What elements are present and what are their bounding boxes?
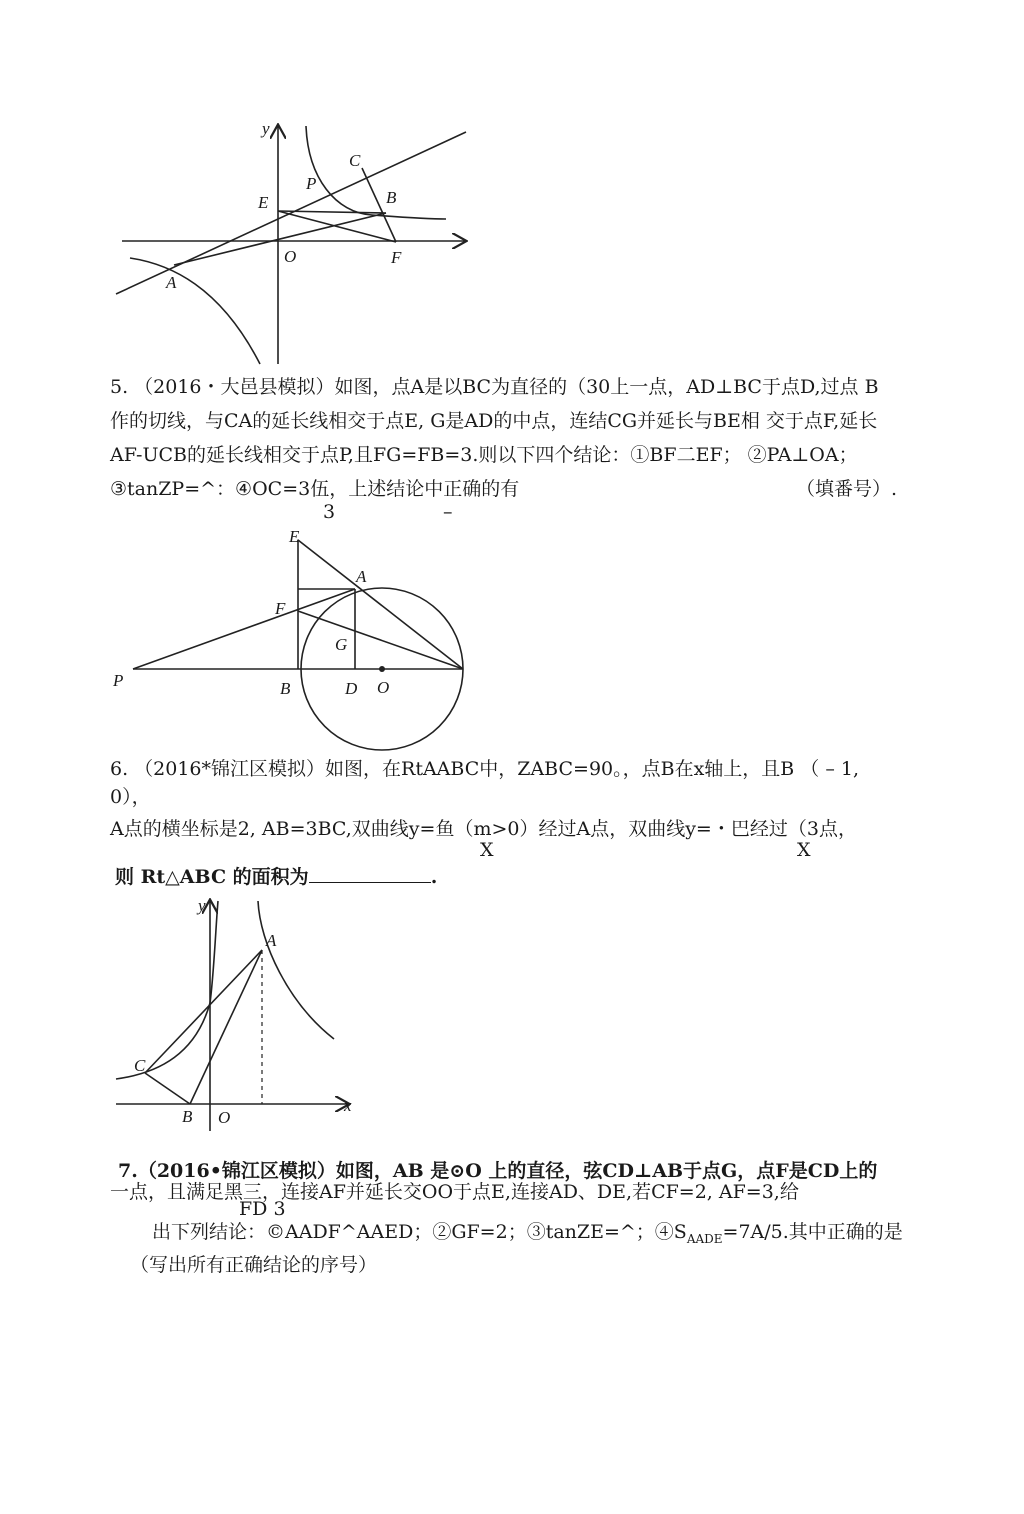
label-a: A <box>356 567 367 586</box>
q5-line-4: ③tanZP=^：④OC=3伍，上述结论中正确的有 <box>110 478 520 500</box>
figure-circle-pbdo <box>105 520 475 752</box>
answer-blank <box>309 866 431 883</box>
q7-line-3-text: 出下列结论：©AADF^AAED；②GF=2；③tanZE=^；④S <box>152 1221 687 1243</box>
figure-hyperbola-efb <box>110 118 480 368</box>
label-e: E <box>258 193 269 212</box>
q7-line-3 <box>152 1223 903 1245</box>
label-p: P <box>306 174 317 193</box>
segment-a-b <box>174 213 386 265</box>
q5-line-3: AF-UCB的延长线相交于点P,且FG=FB=3.则以下四个结论：①BF二EF； ②PA⊥OA； <box>110 444 858 466</box>
q5-fraction-denominator: 3 <box>323 501 336 523</box>
label-a: A <box>166 273 177 292</box>
label-p: P <box>113 671 124 690</box>
q6-x-1: X <box>480 839 494 861</box>
label-g: G <box>335 635 348 654</box>
q6-x-2: X <box>797 839 811 861</box>
label-b: B <box>386 188 397 207</box>
q6-line-4 <box>115 866 437 887</box>
label-b: B <box>280 679 291 698</box>
segment-ca <box>145 950 262 1073</box>
q7-line-2: 一点，且满足黑三，连接AF并延长交OO于点E,连接AD、DE,若CF=2, AF=3,给 <box>110 1181 799 1203</box>
label-x: x <box>344 1096 352 1115</box>
label-d: D <box>345 679 358 698</box>
label-f: F <box>391 248 402 267</box>
figure-triangle-abc <box>110 893 370 1143</box>
q6-line-4-end: . <box>430 866 438 888</box>
segment-e-b <box>278 211 386 213</box>
label-c: C <box>349 151 361 170</box>
center-dot-o <box>379 666 385 672</box>
hyperbola-branch-c <box>116 901 218 1079</box>
hyperbola-branch-left <box>130 258 260 364</box>
hyperbola-branch-a <box>258 901 334 1039</box>
q7-line-3-tail: =7A/5.其中正确的是 <box>722 1221 903 1243</box>
label-e: E <box>289 527 300 546</box>
q5-fraction-dash: – <box>443 501 453 523</box>
label-o: O <box>284 247 297 266</box>
q6-line-1: 6. （2016*锦江区模拟）如图，在RtAABC中，ZABC=90。，点B在x轴上，且B （ – 1, <box>110 758 860 780</box>
line-ac <box>116 132 466 294</box>
segment-pa <box>133 589 355 669</box>
label-y: y <box>198 896 206 915</box>
q6-line-2: 0）， <box>110 786 151 808</box>
label-o: O <box>218 1108 231 1127</box>
label-y: y <box>262 119 270 138</box>
q7-line-1: 7.（2016•锦江区模拟）如图，AB 是⊙O 上的直径，弦CD⊥AB于点G，点F是CD上的 <box>118 1160 878 1182</box>
q7-line-4: （写出所有正确结论的序号） <box>130 1254 378 1276</box>
q6-line-4-text: 则 Rt△ABC 的面积为 <box>115 866 309 888</box>
segment-cb <box>145 1073 190 1104</box>
label-o: O <box>377 678 390 697</box>
q5-line-1: 5. （2016・大邑县模拟）如图，点A是以BC为直径的（30上一点，AD⊥BC于点D,过点 B <box>110 376 879 398</box>
q6-line-3: A点的横坐标是2, AB=3BC,双曲线y=鱼（m>0）经过A点，双曲线y=・巴经过（3点， <box>110 818 857 840</box>
q5-line-2: 作的切线，与CA的延长线相交于点E, G是AD的中点，连结CG并延长与BE相 交于点F,延长 <box>110 410 878 432</box>
label-c: C <box>134 1056 146 1075</box>
label-a: A <box>266 931 277 950</box>
q7-line-3-sub: AADE <box>686 1231 723 1246</box>
q7-fraction-fd3: FD 3 <box>239 1198 286 1220</box>
label-b: B <box>182 1107 193 1126</box>
label-f: F <box>275 599 286 618</box>
hyperbola-branch-right <box>306 126 446 219</box>
segment-fc <box>298 611 463 669</box>
segment-ec <box>298 540 463 669</box>
q5-line-4-tail: （填番号）. <box>796 478 898 500</box>
